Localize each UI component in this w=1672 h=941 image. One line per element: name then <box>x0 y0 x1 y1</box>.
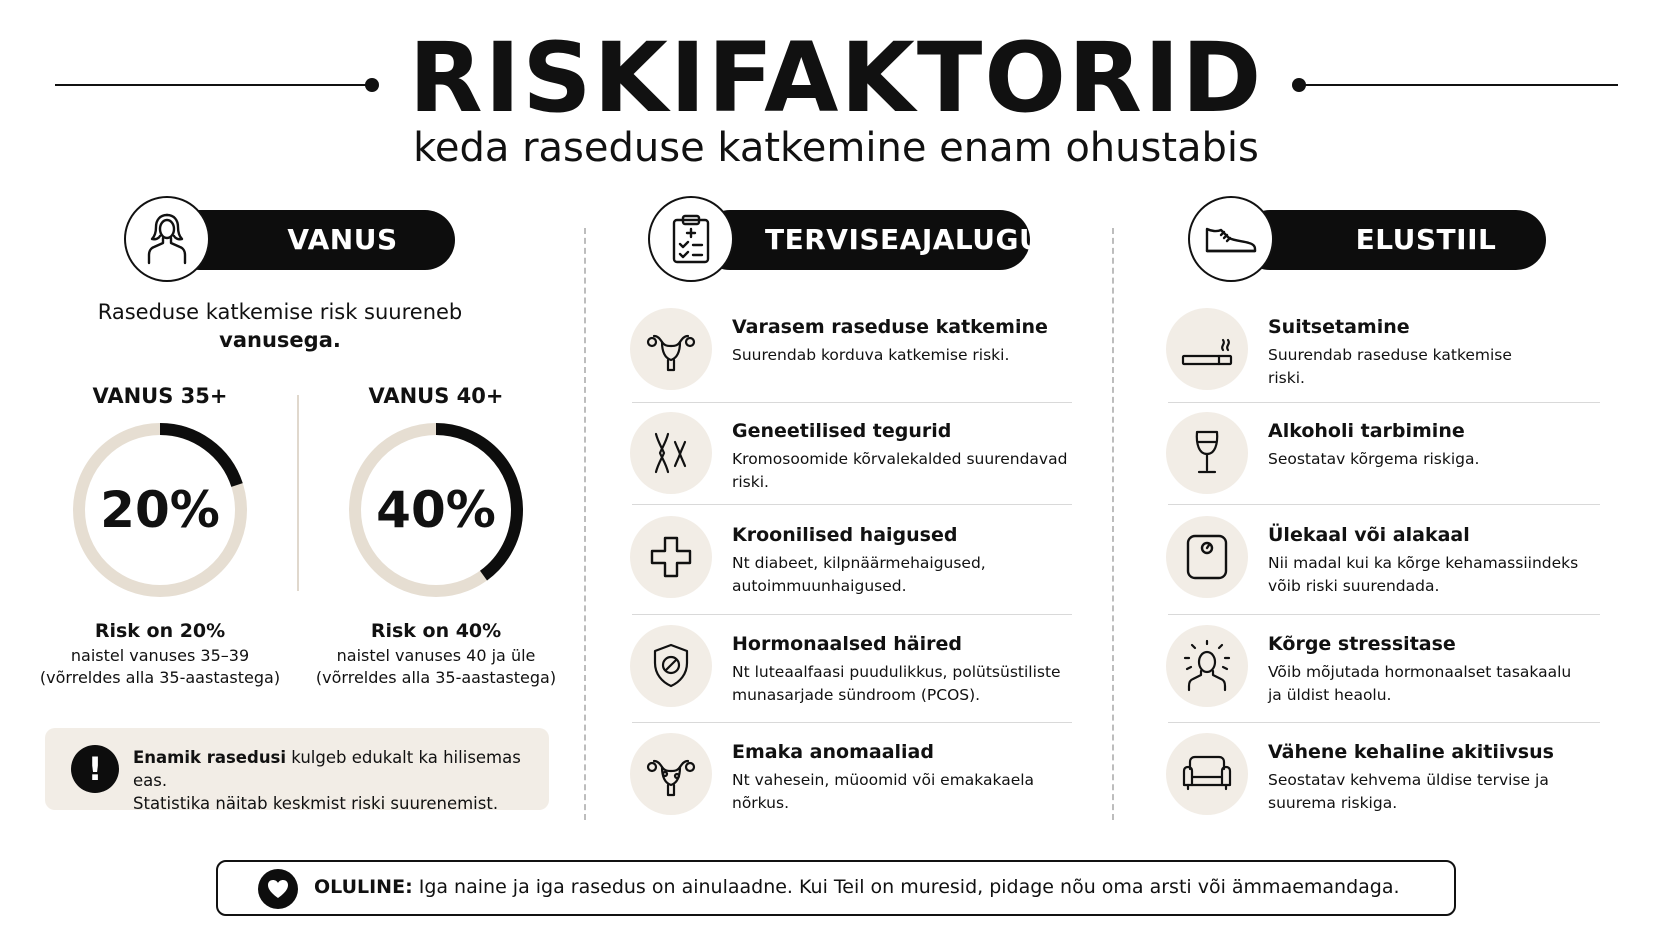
factor-item <box>630 617 1070 721</box>
factor-separator <box>632 402 1072 403</box>
ring-value-35: 20% <box>100 481 220 539</box>
clipboard-icon <box>648 196 734 282</box>
factor-separator <box>1168 614 1600 615</box>
factor-separator <box>632 722 1072 723</box>
factor-separator <box>1168 402 1600 403</box>
factor-desc: Nt diabeet, kilpnäärmehaigused, autoimmuunhaigused. <box>732 554 986 595</box>
page-subtitle: keda raseduse katkemine enam ohustabis <box>413 125 1259 171</box>
risk-desc-line: (võrreldes alla 35-aastastega) <box>39 668 281 687</box>
scale-icon <box>1166 516 1248 598</box>
factor-item <box>630 508 1070 612</box>
section-pill-lifestyle <box>1240 210 1546 270</box>
factor-item <box>630 300 1070 404</box>
factor-item <box>1166 617 1606 721</box>
risk-desc-line: (võrreldes alla 35-aastastega) <box>315 668 557 687</box>
section-pill-age <box>170 210 455 270</box>
risk-desc-line: naistel vanuses 40 ja üle <box>336 646 536 665</box>
factor-desc: Suurendab korduva katkemise riski. <box>732 346 1010 364</box>
cigarette-icon <box>1166 308 1248 390</box>
footer-rest: Iga naine ja iga rasedus on ainulaadne. Kui Teil on muresid, pidage nõu oma arsti või ämmaemandaga. <box>412 876 1400 898</box>
factor-desc: Seostatav kehvema üldise tervise ja suurema riskiga. <box>1268 771 1549 812</box>
age-intro <box>60 298 500 354</box>
stress-icon <box>1166 625 1248 707</box>
column-divider <box>1112 228 1114 820</box>
header <box>0 0 1672 180</box>
factor-desc: Nii madal kui ka kõrge kehamassiindeks võib riski suurendada. <box>1268 554 1579 595</box>
uterus-anomaly-icon <box>630 733 712 815</box>
notice-rest: kulgeb edukalt ka hilisemas eas. <box>133 748 521 790</box>
section-label: TERVISEAJALUGU <box>765 223 1043 256</box>
factor-item <box>1166 404 1606 508</box>
age-intro-text: Raseduse katkemise risk suureneb <box>97 300 463 324</box>
risk-desc-35 <box>30 645 290 689</box>
factor-title: Kroonilised haigused <box>732 524 958 546</box>
chromosome-icon <box>630 412 712 494</box>
notice-line2: Statistika näitab keskmist riski suurenemist. <box>133 794 499 813</box>
stat-label-40: VANUS 40+ <box>368 384 504 408</box>
factor-desc: Seostatav kõrgema riskiga. <box>1268 450 1480 468</box>
risk-desc-line: naistel vanuses 35–39 <box>70 646 250 665</box>
footer-notice <box>216 860 1456 916</box>
factor-title: Varasem raseduse katkemine <box>732 316 1048 338</box>
factor-item <box>1166 300 1606 404</box>
footer-text <box>314 876 1400 898</box>
heart-icon <box>258 869 298 909</box>
hormone-shield-icon <box>630 625 712 707</box>
factor-title: Kõrge stressitase <box>1268 633 1456 655</box>
factor-title: Suitsetamine <box>1268 316 1410 338</box>
stats-divider <box>297 395 299 591</box>
factor-desc: Suurendab raseduse katkemise riski. <box>1268 346 1512 387</box>
factor-item <box>630 725 1070 829</box>
factor-desc: Kromosoomide kõrvalekalded suurendavad riski. <box>732 450 1068 491</box>
ring-value-40: 40% <box>376 481 496 539</box>
factor-desc: Nt luteaalfaasi puudulikkus, polütsüstiliste munasarjade sündroom (PCOS). <box>732 663 1061 704</box>
factor-item <box>1166 508 1606 612</box>
factor-separator <box>1168 722 1600 723</box>
column-divider <box>584 228 586 820</box>
factor-desc: Võib mõjutada hormonaalset tasakaalu ja üldist heaolu. <box>1268 663 1572 704</box>
factor-desc: Nt vahesein, müoomid või emakakaela nõrkus. <box>732 771 1035 812</box>
section-pill-health <box>700 210 1043 270</box>
factor-separator <box>632 614 1072 615</box>
factor-title: Geneetilised tegurid <box>732 420 952 442</box>
sofa-icon <box>1166 733 1248 815</box>
age-notice <box>45 728 549 813</box>
wine-glass-icon <box>1166 412 1248 494</box>
footer-bold: OLULINE: <box>314 876 413 898</box>
factor-title: Hormonaalsed häired <box>732 633 962 655</box>
notice-text <box>133 746 533 815</box>
age-intro-bold: vanusega. <box>219 328 341 352</box>
factor-item <box>1166 725 1606 829</box>
factor-separator <box>632 504 1072 505</box>
page-title: RISKIFAKTORID <box>408 22 1264 134</box>
section-label: VANUS <box>287 223 398 256</box>
sneaker-icon <box>1188 196 1274 282</box>
risk-title-40: Risk on 40% <box>370 620 502 642</box>
factor-title: Alkoholi tarbimine <box>1268 420 1465 442</box>
factor-title: Vähene kehaline akitiivsus <box>1268 741 1554 763</box>
factor-title: Emaka anomaaliad <box>732 741 934 763</box>
medical-cross-icon <box>630 516 712 598</box>
stat-label-35: VANUS 35+ <box>92 384 228 408</box>
factor-separator <box>1168 504 1600 505</box>
risk-title-35: Risk on 20% <box>94 620 226 642</box>
factor-item <box>630 404 1070 508</box>
notice-bold: Enamik rasedusi <box>133 748 287 767</box>
woman-icon <box>124 196 210 282</box>
uterus-icon <box>630 308 712 390</box>
exclamation-icon: ! <box>71 745 119 793</box>
risk-desc-40 <box>306 645 566 689</box>
section-label: ELUSTIIL <box>1355 223 1497 256</box>
factor-title: Ülekaal või alakaal <box>1268 524 1470 546</box>
